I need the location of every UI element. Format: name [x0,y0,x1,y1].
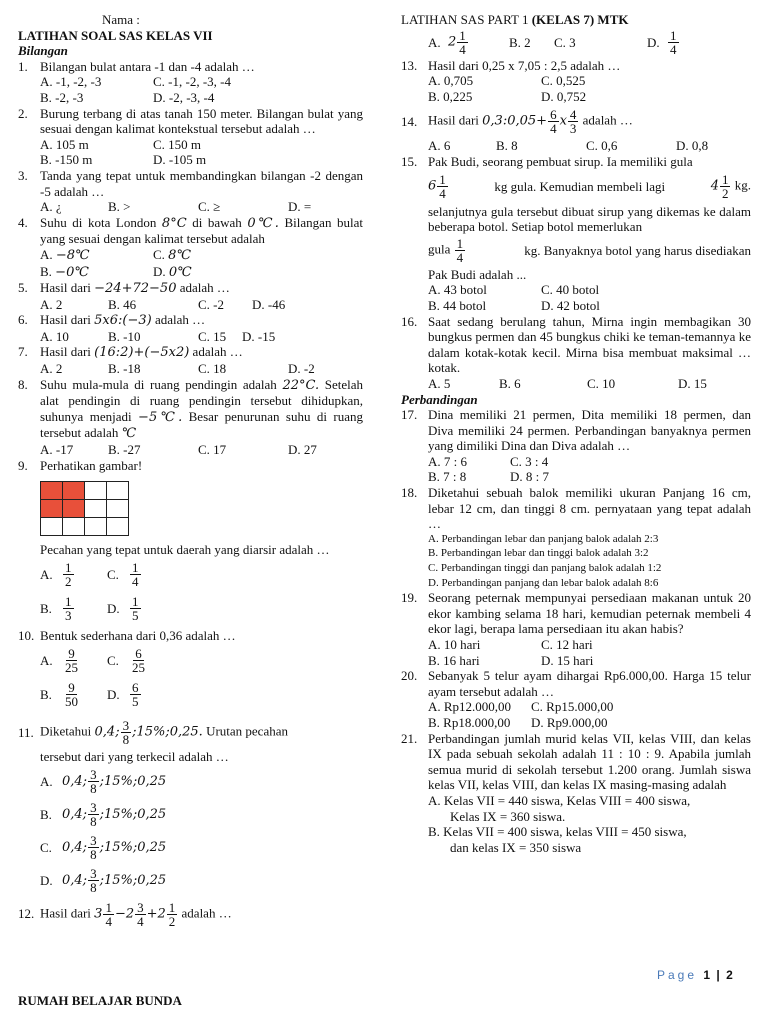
option-c: C. 0,525 [541,73,586,89]
option-b: B. > [108,199,131,215]
question-text: Hasil dari [40,280,91,296]
option-a: A. 7 : 6 [428,453,467,469]
question-text: Dina memiliki 21 permen, Dita memiliki 18 permen, dan Diva memiliki 24 permen. Perbandingan banyaknya permen yang dimiliki Dina dan Diva adalah … [428,407,751,454]
grid-cell [85,518,107,536]
options-row [18,137,363,153]
fraction: $\frac{1}{4}$ [456,236,464,266]
question-text: Hasil dari [40,312,91,328]
question-text: Perbandingan jumlah murid kelas VII, kelas VIII, dan kelas IX pada sebuah sekolah adalah 11 : 10 : 9. Apabila jumlah semua murid di sekolah tersebut 1.200 orang. Jumlah siswa kelas VII, kelas VIII, dan kelas IX masing-masing adalah [428,730,751,793]
question-text: Seorang peternak mempunyai persediaan makanan untuk 20 ekor kambing selama 18 hari, kemudian peternak membeli 4 ekor lagi, berapa lama persediaan itu akan habis? [428,590,751,637]
question-15 [401,154,751,170]
options-row [401,715,751,731]
option-c-label: C. [107,652,119,668]
options-row [401,637,751,653]
option-b: B. 7 : 8 [428,469,467,485]
grid-cell-shaded [41,482,63,500]
option-d: D. -15 [242,328,276,344]
option-c: C. 15 [198,328,227,344]
question-text-line: gula $\frac{1}{4}$ kg. Banyaknya botol yang harus disediakan [428,236,751,266]
options-row [401,138,751,154]
question-number: 3. [18,167,28,183]
grid-cell [107,482,129,500]
fraction: $\frac{3}{8}$ [122,717,130,747]
question-text: Pecahan yang tepat untuk daerah yang diarsir adalah … [40,542,330,558]
option-b [62,595,107,622]
options-row [18,152,363,168]
option-d: D. = [288,199,312,215]
option-b: B. -10 [108,328,141,344]
fraction: $\frac{1}{5}$ [132,594,139,624]
option-a: A. 43 botol [428,282,487,298]
option-c: C. ≥ [198,199,221,215]
question-20 [401,668,751,699]
math-expression: 8°C [161,215,187,231]
option-a: A. Rp12.000,00 [428,699,512,715]
question-number: 15. [401,153,418,169]
option-a: A. Kelas VII = 440 siswa, Kelas VIII = 400 siswa, Kelas IX = 360 siswa. [428,792,691,824]
question-text: adalah … [181,904,232,920]
section-heading-perbandingan: Perbandingan [401,391,478,407]
option-b: B. 2 [509,34,531,50]
option-c [129,561,142,588]
question-number: 13. [401,57,418,73]
question-number: 1. [18,58,28,74]
question-number: 5. [18,280,28,296]
question-number: 9. [18,457,28,473]
question-text: Urutan pecahan [206,723,288,739]
math-expression: 22°C. [282,377,320,393]
fraction: $\frac{6}{4}$ [550,106,557,136]
fraction: $\frac{1}{3}$ [65,594,72,624]
grid-cell [85,500,107,518]
options-row [401,89,751,105]
options-row [18,677,363,711]
question-text: Suhu mula-mula di ruang pendingin adalah [40,376,277,392]
question-text: Diketahui [40,723,92,739]
option-d: D. Perbandingan panjang dan lebar balok adalah 8:6 [428,576,659,589]
option-b: B. 0,4; $\frac{3}{8}$ ;15%;0,25 [40,800,167,829]
option-b: B. 16 hari [428,652,480,668]
question-text: adalah … [192,344,243,360]
section-heading-bilangan: Bilangan [18,43,68,59]
question-text: tersebut dari yang terkecil adalah … [40,749,229,765]
option-d: D. 27 [288,442,317,458]
option-d [667,29,680,56]
option-d: D. -2 [288,361,315,377]
option-c: C. 40 botol [541,282,600,298]
options-row [18,592,363,626]
question-3 [18,168,363,199]
option-b: B. 6 [499,375,521,391]
question-16 [401,314,751,376]
question-text: Besar penurunan suhu di ruang tersebut adalah [40,408,364,441]
option-c: C. Rp15.000,00 [531,699,614,715]
question-7 [18,344,363,361]
grid-cell [63,518,85,536]
question-19 [401,590,751,637]
math-expression: 0℃. [247,215,279,231]
option-b: B. 46 [108,296,137,312]
option-d: D. 15 hari [541,652,594,668]
math-expression: −24+72−50 [94,281,177,297]
option-b: B. Perbandingan lebar dan tinggi balok adalah 3:2 [428,547,649,560]
option-b: B. -150 m [40,152,93,168]
question-text: Saat sedang berulang tahun, Mirna ingin membagikan 30 bungkus permen dan 45 bungkus chiki ke teman-temannya ke dalam kotak-kotak kecil. Mirna bisa membuat maksimal … kotak. [428,313,751,376]
options-row [401,282,751,298]
option-c: C. 8℃ [153,246,191,263]
question-text: Burung terbang di atas tanah 150 meter. Bilangan bulat yang sesuai dengan kalimat kontekstual tersebut adalah … [40,105,363,137]
question-number: 11. [18,724,34,740]
worksheet-subtitle: LATIHAN SAS PART 1 (KELAS 7) MTK [401,12,629,27]
grid-cell [85,482,107,500]
question-text: Bilangan bulat yang sesuai dengan kalimat tersebut adalah [40,214,364,247]
option-b: B. 44 botol [428,297,487,313]
option-d: D. 0,8 [676,138,709,154]
option-d [129,595,142,622]
fraction: $\frac{3}{8}$ [90,767,97,796]
fraction: $\frac{6}{25}$ [132,645,145,675]
question-text: Bentuk sederhana dari 0,36 adalah … [40,627,236,643]
question-text: Pak Budi, seorang pembuat sirup. Ia memiliki gula [428,153,693,169]
page-indicator: Page 1 | 2 [657,968,733,982]
question-text: Diketahui sebuah balok memiliki ukuran Panjang 16 cm, lebar 12 cm, dan tinggi 8 cm. pernyataan yang tepat adalah … [428,485,751,532]
fraction: $\frac{3}{8}$ [90,833,97,862]
question-18 [401,485,751,532]
options-row [18,74,363,90]
question-number: 12. [18,906,35,922]
fraction: $\frac{1}{4}$ [459,28,466,58]
option-b-label: B. [40,601,52,617]
options-row [401,298,751,314]
option-a-label: A. [428,34,441,50]
question-number: 16. [401,313,418,329]
option-a: A. Perbandingan lebar dan panjang balok adalah 2:3 [428,532,659,545]
option-a: A. ¿ [40,199,62,215]
question-17 [401,407,751,454]
option-d: D. 8 : 7 [510,469,549,485]
question-number: 10. [18,627,35,643]
option-b [62,681,107,708]
option-b: B. 8 [496,138,518,154]
fraction: $\frac{3}{8}$ [90,866,97,895]
fraction: $\frac{1}{2}$ [168,899,176,929]
option-a: A. 6 [428,138,451,154]
fraction: $\frac{6}{5}$ [132,679,139,709]
question-21 [401,731,751,793]
question-text: Perhatikan gambar! [40,457,143,473]
question-text: Pak Budi adalah ... [428,266,527,282]
question-10 [18,628,363,644]
option-d: D. -105 m [153,152,207,168]
option-c: C. 0,6 [586,138,618,154]
question-number: 6. [18,312,28,328]
option-c-label: C. [107,567,119,583]
option-a [62,561,107,588]
option-a: A. 105 m [40,136,89,152]
question-number: 4. [18,214,28,230]
question-number: 2. [18,105,28,121]
option-a: A. -1, -2, -3 [40,74,102,90]
option-a: A. 0,4; $\frac{3}{8}$ ;15%;0,25 [40,767,167,796]
question-text: Hasil dari [428,112,479,128]
options-row [18,199,363,215]
question-text: Suhu di kota London [40,214,157,230]
question-text: di bawah [192,214,242,230]
fraction: $\frac{1}{4}$ [439,172,446,202]
option-b: B. −0℃ [40,263,89,280]
options-row [18,442,363,458]
option-a [62,647,107,674]
options-row [401,469,751,485]
option-d: D. -46 [252,296,286,312]
math-expression: 0,4; [94,724,120,740]
question-number: 18. [401,485,418,501]
question-6 [18,312,363,329]
options-row [18,643,363,677]
question-text: Bilangan bulat antara -1 dan -4 adalah … [40,58,255,74]
option-a: A. 0,705 [428,73,474,89]
grid-cell [107,518,129,536]
option-c: C. -1, -2, -3, -4 [153,74,231,90]
option-d: D. 0,752 [541,88,587,104]
options-row [18,90,363,106]
option-a: A. 2 [40,361,63,377]
option-c: C. 12 hari [541,637,593,652]
option-b: B. -18 [108,361,141,377]
question-text-line: 6 $\frac{1}{4}$ kg gula. Kemudian membeli lagi 4 $\frac{1}{2}$ kg. [428,172,751,202]
fraction: $\frac{1}{2}$ [65,560,72,590]
option-a: A. −8℃ [40,246,90,263]
shaded-fraction-grid [40,481,129,536]
options-row [18,361,363,377]
options-row [18,247,363,264]
left-column [18,12,363,931]
question-number: 19. [401,590,418,606]
option-d: D. -2, -3, -4 [153,89,215,105]
options-row [18,329,363,345]
options-row [401,28,751,58]
math-expression: (16:2)+(−5x2) [94,345,190,361]
question-number: 21. [401,730,418,746]
question-number: 7. [18,344,28,360]
grid-cell [107,500,129,518]
option-a: A. -17 [40,442,74,458]
question-text: Sebanyak 5 telur ayam dihargai Rp6.000,00. Harga 15 telur ayam tersebut adalah … [428,668,751,699]
option-d-label: D. [647,34,660,50]
fraction: $\frac{3}{8}$ [90,800,97,829]
name-field-label: Nama : [102,12,140,27]
grid-cell-shaded [63,500,85,518]
option-b: B. Rp18.000,00 [428,714,511,730]
fraction: $\frac{1}{4}$ [670,28,677,58]
fraction: $\frac{3}{4}$ [137,899,144,929]
option-c: C. Perbandingan tinggi dan panjang balok adalah 1:2 [428,562,662,575]
right-column [401,12,751,855]
option-c: C. 150 m [153,136,202,152]
fraction: $\frac{9}{50}$ [65,679,78,709]
option-a: A. 5 [428,375,451,391]
question-text: Setelah alat pendingin di ruang pendingin tersebut dihidupkan, suhunya menjadi [40,376,363,424]
option-c: C. 0,4; $\frac{3}{8}$ ;15%;0,25 [40,833,167,862]
question-13 [401,58,751,74]
question-text: adalah … [179,280,230,296]
worksheet-title: LATIHAN SOAL SAS KELAS VII [18,27,213,43]
grid-cell [41,518,63,536]
option-c: C. -2 [198,296,224,312]
question-9 [18,458,363,474]
grid-cell-shaded [41,500,63,518]
math-expression: −5℃. [138,409,183,425]
fraction: $\frac{4}{3}$ [569,106,577,136]
option-b: B. 0,225 [428,88,473,104]
option-b: B. Kelas VII = 400 siswa, kelas VIII = 450 siswa, dan kelas IX = 350 siswa [428,824,687,855]
question-text: Tanda yang tepat untuk membandingkan bilangan -2 dengan -5 adalah … [40,167,363,199]
option-c: C. 10 [587,375,616,391]
question-number: 20. [401,668,418,684]
option-c [129,647,148,674]
option-d-label: D. [107,601,120,617]
grid-cell-shaded [63,482,85,500]
option-d: D. 42 botol [541,297,600,313]
question-number: 14. [401,113,418,129]
options-row [401,73,751,89]
options-row [18,264,363,281]
fraction: $\frac{9}{25}$ [65,645,78,675]
q11-options [18,765,363,897]
question-text: Hasil dari 0,25 x 7,05 : 2,5 adalah … [428,57,621,73]
option-b: B. -2, -3 [40,89,84,105]
question-4 [18,215,363,247]
option-d: D. 0,4; $\frac{3}{8}$ ;15%;0,25 [40,866,167,895]
option-a: A. 10 hari [428,637,481,652]
option-b: B. -27 [108,442,141,458]
options-row [401,699,751,715]
options-row [401,376,751,392]
option-d: D. 0℃ [153,263,192,280]
fraction: $\frac{1}{2}$ [721,172,729,202]
option-d: D. 15 [678,375,707,391]
question-5 [18,280,363,297]
question-number: 17. [401,407,418,423]
option-d-label: D. [107,686,120,702]
option-b-label: B. [40,686,52,702]
option-c: C. 3 : 4 [510,453,549,469]
option-c: C. 18 [198,361,227,377]
question-1 [18,59,363,75]
question-text: selanjutnya gula tersebut dibuat sirup yang dikemas ke dalam beberapa botol. Setiap botol memerlukan [428,203,751,235]
options-row [18,558,363,592]
option-a-label: A. [40,652,53,668]
question-14: 14. Hasil dari 0,3:0,05+ $\frac{6}{4}$ x $\frac{4}{3}$ adalah … [401,106,633,136]
fraction: $\frac{1}{4}$ [105,899,112,929]
math-expression: ℃ [121,426,137,442]
question-number: 8. [18,376,28,392]
question-text: adalah … [582,112,633,128]
option-a-label: A. [40,567,53,583]
option-c: C. 3 [554,34,576,50]
fraction: $\frac{1}{4}$ [132,560,139,590]
question-8 [18,377,363,442]
math-expression: ;15%;0,25. [132,724,203,740]
option-d: D. Rp9.000,00 [531,714,608,730]
question-12: 12. Hasil dari 3 $\frac{1}{4}$ −2 $\frac{3}{4}$ +2 $\frac{1}{2}$ adalah … [18,899,232,929]
footer-brand: RUMAH BELAJAR BUNDA [18,993,182,1008]
question-text: adalah … [154,312,206,328]
option-d [129,681,142,708]
question-11 [18,715,363,749]
options-row [18,297,363,313]
options-row [401,454,751,470]
question-text: Hasil dari [40,344,91,360]
option-a: 2 $\frac{1}{4}$ [448,28,466,58]
question-text: Hasil dari [40,904,91,920]
math-expression: 5x6:(−3) [94,313,152,329]
option-a: A. 10 [40,328,69,344]
option-a: A. 2 [40,296,63,312]
options-row [401,653,751,669]
option-c: C. 17 [198,442,227,458]
question-2 [18,106,363,137]
